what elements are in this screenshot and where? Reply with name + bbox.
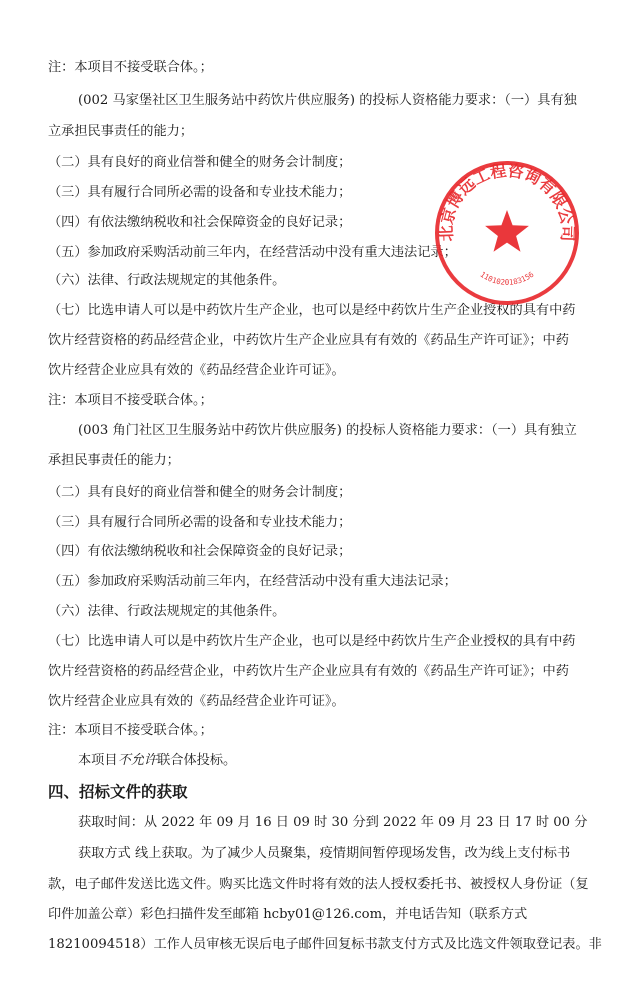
- seal-star-icon: [485, 210, 529, 252]
- seal-company-name: 北京博远工程咨询有限公司: [436, 160, 578, 242]
- note-line-1: 注：本项目不接受联合体。；: [48, 60, 213, 75]
- req-6: （六）法律、行政法规规定的其他条件。: [48, 273, 286, 288]
- para-003-requirements: (003 角门社区卫生服务站中药饮片供应服务) 的投标人资格能力要求：（一）具有独立: [78, 423, 577, 438]
- req-2b: （二）具有良好的商业信誉和健全的财务会计制度；: [48, 485, 352, 500]
- svg-text:1101020183156: [479, 269, 536, 286]
- req-7b: （七）比选申请人可以是中药饮片生产企业，也可以是经中药饮片生产企业授权的具有中药: [48, 634, 576, 649]
- consortium-statement-c: 联合体投标。: [157, 753, 237, 768]
- req-7-cont-1: 饮片经营资格的药品经营企业，中药饮片生产企业应具有有效的《药品生产许可证》；中药: [48, 333, 569, 348]
- req-6b: （六）法律、行政法规规定的其他条件。: [48, 604, 286, 619]
- consortium-statement: [78, 752, 236, 770]
- req-7: （七）比选申请人可以是中药饮片生产企业，也可以是经中药饮片生产企业授权的具有中药: [48, 303, 576, 318]
- section-heading: 四、招标文件的获取: [48, 783, 188, 801]
- note-line-2: 注：本项目不接受联合体。；: [48, 393, 213, 408]
- seal-number: 1101020183156: [478, 269, 536, 287]
- para-002-requirements-cont: 立承担民事责任的能力；: [48, 124, 194, 139]
- acquisition-method-cont-3: 18210094518）工作人员审核无误后电子邮件回复标书款支付方式及比选文件领取登记表。非: [48, 937, 602, 952]
- req-5b: （五）参加政府采购活动前三年内，在经营活动中没有重大违法记录；: [48, 574, 457, 589]
- req-5: （五）参加政府采购活动前三年内，在经营活动中没有重大违法记录；: [48, 245, 457, 260]
- req-4b: （四）有依法缴纳税收和社会保障资金的良好记录；: [48, 544, 352, 559]
- acquisition-method-cont-1: 款，电子邮件发送比选文件。购买比选文件时将有效的法人授权委托书、被授权人身份证（复: [48, 877, 589, 892]
- req-2: （二）具有良好的商业信誉和健全的财务会计制度；: [48, 155, 352, 170]
- req-4: （四）有依法缴纳税收和社会保障资金的良好记录；: [48, 215, 352, 230]
- req-7-cont-2: 饮片经营企业应具有效的《药品经营企业许可证》。: [48, 363, 345, 378]
- req-3b: （三）具有履行合同所必需的设备和专业技术能力；: [48, 515, 352, 530]
- acquisition-method-cont-2: 印件加盖公章）彩色扫描件发至邮箱 hcby01@126.com，并电话告知（联系方式: [48, 907, 528, 922]
- consortium-statement-handwritten: 不允许: [117, 753, 158, 768]
- req-3: （三）具有履行合同所必需的设备和专业技术能力；: [48, 185, 352, 200]
- note-line-3: 注：本项目不接受联合体。；: [48, 723, 213, 738]
- acquisition-time: 获取时间：从 2022 年 09 月 16 日 09 时 30 分到 2022 年 09 月 23 日 17 时 00 分: [78, 815, 588, 830]
- req-7b-cont-1: 饮片经营资格的药品经营企业，中药饮片生产企业应具有有效的《药品生产许可证》；中药: [48, 664, 569, 679]
- para-003-requirements-cont: 承担民事责任的能力；: [48, 453, 180, 468]
- company-seal: [432, 158, 582, 308]
- acquisition-method: 获取方式 线上获取。为了减少人员聚集，疫情期间暂停现场发售，改为线上支付标书: [78, 846, 571, 861]
- consortium-statement-a: 本项目: [78, 753, 118, 768]
- para-002-requirements: (002 马家堡社区卫生服务站中药饮片供应服务) 的投标人资格能力要求：（一）具有独: [78, 93, 577, 108]
- req-7b-cont-2: 饮片经营企业应具有效的《药品经营企业许可证》。: [48, 694, 345, 709]
